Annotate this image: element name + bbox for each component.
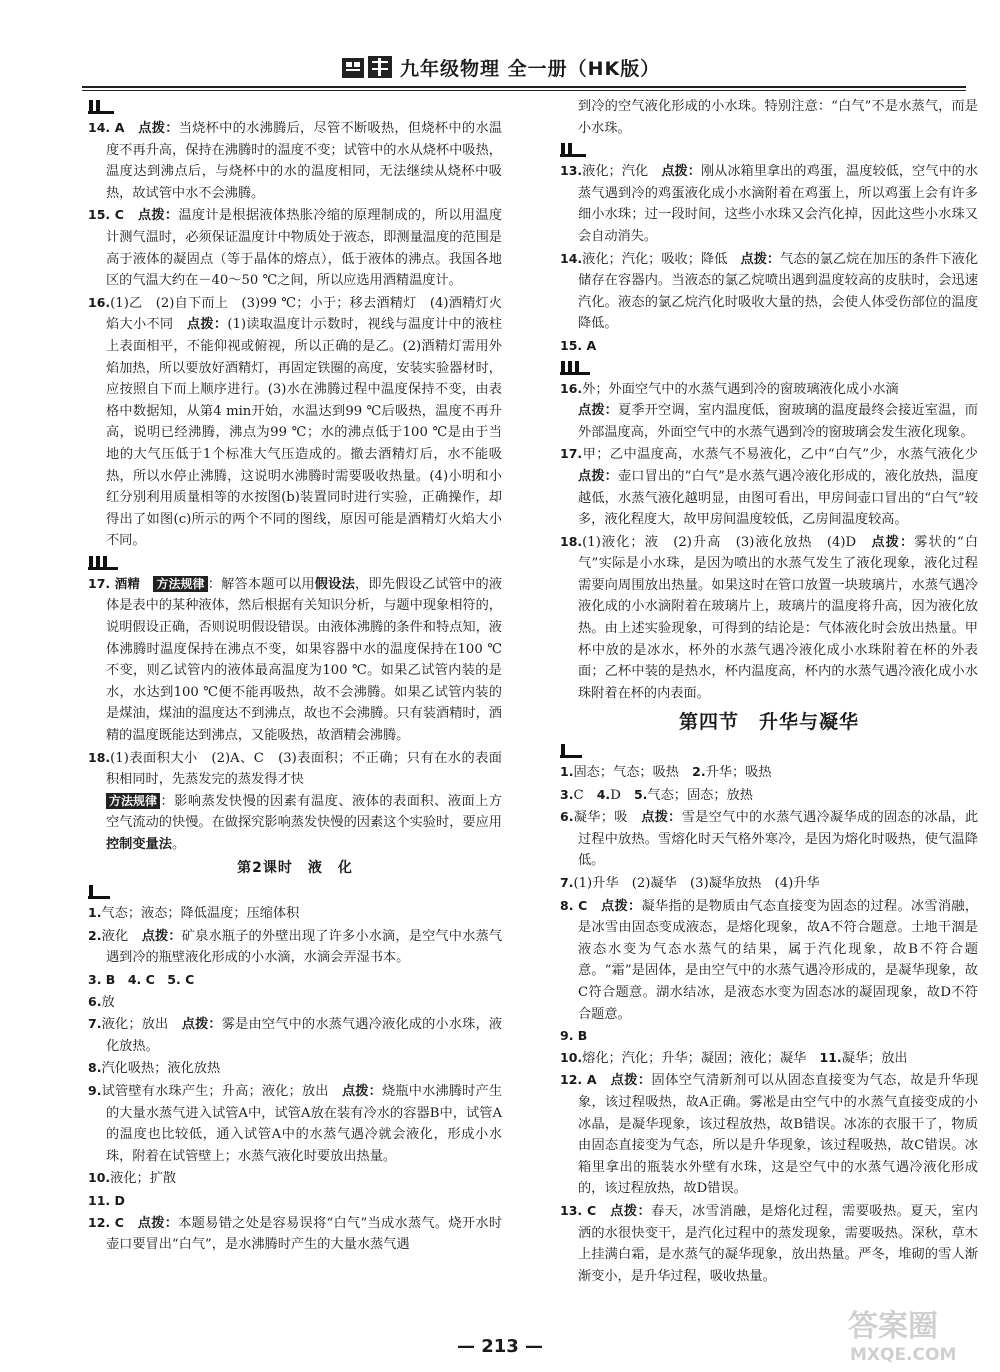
page-header: [82, 48, 966, 88]
header-rule: [82, 86, 966, 88]
lesson-answer-1: 1.气态；液态；降低温度；压缩体积: [88, 905, 300, 922]
answer-12-continued: 到冷的空气液化形成的小水珠。特别注意：“白气”不是水蒸气，而是小水珠。: [578, 99, 978, 136]
section-answer-12: 12. A 点拨：固体空气清新剂可以从固态直接变为气态，故是升华现象，该过程吸热，故A正确。雾凇是由空气中的水蒸气直接变成的小冰晶，是凝华现象，该过程放热，故B错误。冰冻的衣服干了，物质由固态直接变为气态，所以是升华现象，该过程吸热，故C错误。冰箱里拿出的瓶装水外壁有水珠，这是空气中的水蒸气遇冷液化形成的，该过程放热，故D错误。: [560, 1072, 979, 1197]
lesson-answer-18: 18.(1)液化；液 (2)升高 (3)液化放热 (4)D 点拨：雾状的“白气”实际是小水珠，是因为喷出的水蒸气发生了液化现象，液化过程需要向周围放出热量。如果这时在管口放置一块玻璃片，水蒸气遇冷液化成的小水滴附着在玻璃片上，玻璃片的温度将升高，因为液化放热。由上述实验现象，可得到的结论是：气体液化时会放出热量。甲杯中放的是冰水，杯外的水蒸气遇冷液化成小水珠附着在杯的外表面；乙杯中装的是热水，杯内温度高，杯内的水蒸气遇冷液化成小水珠附着在杯的内表面。: [560, 533, 979, 701]
section-answer-3-5: 3.C 4.D 5.气态；固态；放热: [560, 786, 753, 803]
answer-16: 16.(1)乙 (2)自下而上 (3)99 ℃；小于；移去酒精灯 (4)酒精灯火焰大小不同 点拨：(1)读取温度计示数时，视线与温度计中的液柱上表面相平，不能仰视或俯视，所以正确的是乙。(2)酒精灯需用外焰加热，所以要放好酒精灯，再固定铁圈的高度，安装实验器材时，应按照自下而上顺序进行。(3)水在沸腾过程中温度保持不变，由表格中数据知，从第4 min开始，水温达到99 ℃后吸热，温度不再升高，说明已经沸腾，沸点为99 ℃；水的沸点低于100 ℃是由于当地的大气压低于1个标准大气压造成的。撤去酒精灯后，水不能吸热，所以水停止沸腾，这说明水沸腾时需要吸收热量。(4)小明和小红分别利用质量相等的水按图(b)装置同时进行实验，正确操作，却得出了如图(c)所示的两个不同的图线，原因可能是酒精灯火焰大小不同。: [88, 294, 503, 549]
lesson-answer-15: 15. A: [560, 337, 597, 353]
section-answer-8: 8. C 点拨：凝华指的是物质由气态直接变为固态的过程。冰雪消融，是冰雪由固态变成液态，是熔化现象，故A不符合题意。土地干涸是液态水变为气态水蒸气的结果，属于汽化现象，故B不符合题意。“霜”是固体，是由空气中的水蒸气遇冷形成的，是凝华现象，故C符合题意。湖水结冰，是液态水变为固态冰的凝固现象，故D不符合题意。: [560, 897, 979, 1022]
level-2-marker: [560, 139, 978, 160]
lesson-answer-10: 10.液化；扩散: [88, 1170, 177, 1187]
level-icon: [560, 360, 590, 376]
section-answer-10-11: 10.熔化；汽化；升华；凝固；液化；凝华 11.凝华；放出: [560, 1049, 908, 1066]
section-answer-6: 6.凝华；吸 点拨：雪是空气中的水蒸气遇冷凝华成的固态的冰晶，此过程中放热。雪熔化时天气格外寒冷，是因为熔化时吸热，使气温降低。: [560, 809, 979, 869]
watermark-url: MXQE.COM: [850, 1345, 957, 1365]
lesson-answer-16: 16.外；外面空气中的水蒸气遇到冷的窗玻璃液化成小水滴 点拨：夏季开空调，室内温度低，窗玻璃的温度最终会接近室温，而外部温度高，外面空气中的水蒸气遇到冷的窗玻璃会发生液化现象。: [560, 380, 978, 440]
answer-15: 15. C 点拨：温度计是根据液体热胀冷缩的原理制成的，所以用温度计测气温时，必须保证温度计中物质处于液态，即测量温度的范围是高于液体的凝固点（等于晶体的熔点），低于液体的沸点。我国各地区的气温大约在－40～50 ℃之间，所以应选用酒精温度计。: [88, 207, 503, 289]
left-column: [88, 96, 502, 1256]
lesson-answer-12: 12. C 点拨：本题易错之处是容易误将“白气”当成水蒸气。烧开水时壶口要冒出“白气”，是水沸腾时产生的大量水蒸气遇: [88, 1214, 503, 1253]
lesson-answer-7: 7.液化；放出 点拨：雾是由空气中的水蒸气遇冷液化成的小水珠，液化放热。: [88, 1016, 503, 1054]
answer-17: 17. 酒精 方法规律 ：解答本题可以用假设法，即先假设乙试管中的液体是表中的某种液体，然后根据有关知识分析，与题中现象相符的，说明假设正确，否则说明假设错误。由液体沸腾的条件和特点知，液体沸腾时温度保持在沸点不变，如果容器中水的温度保持在100 ℃不变，则乙试管内的液体最高温度为100 ℃。如果乙试管内装的是水，水达到100 ℃便不能再吸热，故不会沸腾。如果乙试管内装的是煤油，煤油的温度达不到沸点，故也不会沸腾。只有装酒精时，酒精的温度既能达到沸点，又能吸热，故酒精会沸腾。: [88, 575, 503, 744]
lesson-title: 第2课时 液 化: [237, 859, 353, 876]
level-icon: [88, 99, 114, 115]
publisher-logo-icon: [340, 52, 396, 82]
section-title: 第四节 升华与凝华: [678, 711, 859, 734]
watermark-logo: [842, 1300, 992, 1366]
level-icon: [560, 142, 586, 158]
lesson-answer-3-5: 3. B 4. C 5. C: [88, 971, 195, 987]
lesson-answer-9: 9.试管壁有水珠产生；升高；液化；放出 点拨：烧瓶中水沸腾时产生的大量水蒸气进入试管A中，试管A放在装有冷水的容器B中，试管A的温度也比较低，通入试管A中的水蒸气遇冷就会液化，形成小水珠，附着在试管壁上；水蒸气液化时要放出热量。: [88, 1082, 503, 1164]
watermark-text: 答案圈: [848, 1309, 938, 1344]
level-icon: [88, 884, 110, 900]
section-answer-7: 7.(1)升华 (2)凝华 (3)凝华放热 (4)升华: [560, 875, 820, 891]
level-3-marker: [560, 357, 978, 378]
page-number: — 213 —: [456, 1336, 544, 1357]
level-3-marker: [88, 552, 502, 573]
lesson-answer-13: 13.液化；汽化 点拨：刚从冰箱里拿出的鸡蛋，温度较低，空气中的水蒸气遇到冷的鸡蛋液化成小水滴附着在鸡蛋上，所以鸡蛋上会有许多细小水珠；过一段时间，这些小水珠又会汽化掉，因此这些小水珠又会自动消失。: [560, 163, 979, 244]
lesson-answer-8: 8.汽化吸热；液化放热: [88, 1060, 221, 1077]
answer-18-tip: 方法规律 ：影响蒸发快慢的因素有温度、液体的表面积、液面上方空气流动的快慢。在做探究影响蒸发快慢的因素这个实验时，要应用控制变量法。: [106, 793, 502, 852]
level-1-marker: [88, 881, 502, 902]
header-rule-thin: [82, 90, 966, 91]
level-1-marker: [560, 740, 978, 761]
lesson-answer-6: 6.放: [88, 993, 115, 1010]
level-2-marker: [88, 96, 502, 117]
section-answer-13: 13. C 点拨：春天，冰雪消融，是熔化过程，需要吸热。夏天，室内洒的水很快变干，是汽化过程中的蒸发现象，需要吸热。深秋，草木上挂满白霜，是水蒸气的凝华现象，放出热量。严冬，堆砌的雪人渐渐变小，是升华过程，吸收热量。: [560, 1202, 979, 1284]
section-answer-9: 9. B: [560, 1028, 588, 1044]
level-icon: [560, 743, 582, 759]
header-title: 九年级物理 全一册（HK版）: [400, 58, 661, 80]
lesson-answer-11: 11. D: [88, 1192, 125, 1208]
section-answer-1-2: 1.固态；气态；吸热 2.升华；吸热: [560, 764, 772, 781]
answer-18: 18.(1)表面积大小 (2)A、C (3)表面积；不正确；只有在水的表面积相同时，先蒸发完的蒸发得才快: [88, 749, 502, 788]
lesson-answer-2: 2.液化 点拨：矿泉水瓶子的外壁出现了许多小水滴，是空气中水蒸气遇到冷的瓶壁液化形成的小水滴，水滴会弄湿书本。: [88, 927, 503, 966]
right-column: [560, 96, 978, 1287]
level-icon: [88, 555, 118, 571]
lesson-answer-14: 14.液化；汽化；吸收；降低 点拨：气态的氯乙烷在加压的条件下液化储存在容器内。当液态的氯乙烷喷出遇到温度较高的皮肤时，会迅速汽化。液态的氯乙烷汽化时吸收大量的热，会使人体受伤部位的温度降低。: [560, 250, 979, 332]
answer-14: 14. A 点拨：当烧杯中的水沸腾后，尽管不断吸热，但烧杯中的水温度不再升高，保持在沸腾时的温度不变；试管中的水从烧杯中吸热，温度达到沸点后，与烧杯中的水的温度相同，无法继续从烧杯中吸热，故试管中水不会沸腾。: [88, 120, 503, 201]
lesson-answer-17: 17.甲；乙中温度高，水蒸气不易液化，乙中“白气”少，水蒸气液化少 点拨：壶口冒出的“白气”是水蒸气遇冷液化形成的，液化放热，温度越低，水蒸气液化越明显，由图可看出，甲房间壶口冒出的“白气”较多，液化程度大，故甲房间温度较低，乙房间温度较高。: [560, 446, 979, 528]
